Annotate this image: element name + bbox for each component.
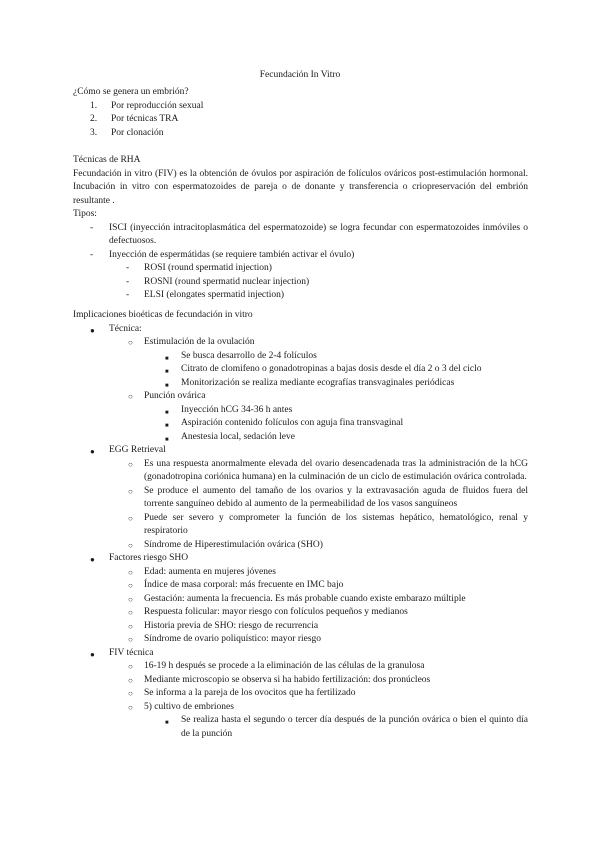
rha-heading: Técnicas de RHA: [73, 155, 141, 165]
bullet-circle-icon: ○: [128, 594, 133, 604]
bullet-circle-icon: ○: [128, 338, 133, 347]
list-item: [73, 701, 528, 715]
list-text: Monitorización se realiza mediante ecografías transvaginales periódicas: [181, 377, 455, 388]
list-item: [73, 714, 528, 741]
list-text: Aspiración contenido folículos con aguja fina transvaginal: [181, 418, 404, 428]
list-item: [73, 113, 528, 127]
embryo-question: ¿Cómo se genera un embrión?: [73, 87, 189, 97]
fiv-definition: Fecundación in vitro (FIV) es la obtención de óvulos por aspiración de folículos ováricos post-estimulación hormonal. Incubación in vitro con espermatozoides de pareja o de donante y transferencia o criopreservación del embrión resultante .: [73, 168, 528, 206]
bullet-square-icon: ■: [165, 382, 169, 389]
bullet-circle-icon: ○: [128, 567, 133, 577]
list-item: [73, 687, 528, 701]
bullet-disc-icon: ●: [90, 555, 95, 564]
list-item: [73, 417, 528, 431]
embryo-section: [73, 86, 528, 140]
dash-marker: -: [126, 290, 130, 300]
outline-label: Factores riesgo SHO: [109, 553, 189, 563]
dash-marker: -: [90, 249, 94, 260]
list-text: Respuesta folicular: mayor riesgo con folículos pequeños y medianos: [144, 607, 408, 617]
list-text: Síndrome de ovario poliquístico: mayor riesgo: [144, 634, 322, 644]
bullet-disc-icon: ●: [90, 447, 95, 456]
outline-label: Punción ovárica: [144, 391, 206, 401]
list-item: [73, 404, 528, 418]
list-text: Inyección hCG 34-36 h antes: [181, 404, 293, 415]
list-item: [73, 431, 528, 445]
bullet-square-icon: ■: [165, 423, 169, 429]
bullet-circle-icon: ○: [128, 662, 133, 671]
list-text: Se produce el aumento del tamaño de los ovarios y la extravasación aguda de fluidos fuera del torrente sanguíneo debido al aumento de la permeabilidad de los vasos sanguíneos: [144, 485, 528, 509]
list-text: Por clonación: [111, 127, 164, 138]
list-text: Inyección de espermátidas (se requiere también activar el óvulo): [109, 249, 355, 260]
outline-item-fiv-tecnica: [73, 647, 528, 661]
list-text: ELSI (elongates spermatid injection): [144, 290, 285, 300]
list-text: ISCI (inyección intracitoplasmática del espermatozoide) se logra fecundar con espermatozoides inmóviles o defectuosos.: [109, 222, 528, 246]
list-item: [73, 289, 528, 303]
bullet-square-icon: ■: [165, 436, 169, 443]
bullet-square-icon: ■: [165, 720, 169, 726]
outline-label: EGG Retrieval: [109, 445, 166, 455]
list-text: ROSNI (round spermatid nuclear injection): [144, 276, 310, 287]
bullet-circle-icon: ○: [128, 392, 133, 401]
list-item: [73, 127, 528, 141]
list-number: 2.: [90, 114, 98, 124]
list-text: Se busca desarrollo de 2-4 folículos: [181, 350, 317, 361]
list-text: Mediante microscopio se observa si ha habido fertilización: dos pronúcleos: [144, 674, 431, 685]
bullet-circle-icon: ○: [128, 675, 133, 685]
bullet-circle-icon: ○: [128, 513, 133, 523]
bullet-circle-icon: ○: [128, 608, 133, 617]
outline-label: Estimulación de la ovulación: [144, 337, 255, 347]
outline-item-estimulacion: [73, 336, 528, 350]
list-text: Por reproducción sexual: [111, 100, 204, 111]
list-text: Historia previa de SHO: riesgo de recurrencia: [144, 620, 319, 631]
list-item: [73, 593, 528, 607]
bullet-circle-icon: ○: [128, 459, 133, 469]
list-item: [73, 485, 528, 512]
list-item: [73, 539, 528, 553]
outline-item-egg-retrieval: [73, 444, 528, 458]
bullet-disc-icon: ●: [90, 325, 95, 335]
outline-label: Técnica:: [109, 323, 142, 334]
bioethics-heading: Implicaciones bioéticas de fecundación in vitro: [73, 310, 253, 320]
list-text: Índice de masa corporal: más frecuente en IMC bajo: [144, 580, 344, 590]
outline-item-factores-riesgo: [73, 552, 528, 566]
types-list: [73, 222, 528, 263]
spermatid-subtypes-list: [73, 262, 528, 303]
bioethics-outline: [73, 323, 528, 742]
list-item: [73, 100, 528, 114]
list-text: Síndrome de Hiperestimulación ovárica (SHO): [144, 539, 323, 550]
bullet-square-icon: ■: [165, 369, 169, 375]
list-item: [73, 620, 528, 634]
list-text: Se informa a la pareja de los ovocitos que ha fertilizado: [144, 688, 356, 698]
list-item: [73, 276, 528, 290]
list-text: Puede ser severo y comprometer la función de los sistemas hepático, hematológico, renal y respiratorio: [144, 512, 528, 536]
list-number: 3.: [90, 127, 98, 138]
list-item: [73, 222, 528, 249]
list-text: ROSI (round spermatid injection): [144, 263, 272, 273]
bullet-circle-icon: ○: [128, 689, 133, 698]
list-text: Se realiza hasta el segundo o tercer día después de la punción ovárica o bien el quinto día de la punción: [181, 715, 528, 739]
list-item: [73, 633, 528, 647]
list-item: [73, 377, 528, 391]
bioethics-section: [73, 309, 528, 741]
list-item: [73, 606, 528, 620]
dash-marker: -: [126, 263, 130, 273]
bullet-circle-icon: ○: [128, 635, 133, 644]
list-item: [73, 363, 528, 377]
list-text: 5) cultivo de embriones: [144, 701, 234, 712]
list-item: [73, 674, 528, 688]
bullet-circle-icon: ○: [128, 540, 133, 550]
rha-section: [73, 154, 528, 303]
list-text: Es una respuesta anormalmente elevada del ovario desencadenada tras la administración de la hCG (gonadotropina coriónica humana) en la culminación de un ciclo de estimulación ovárica controlada.: [144, 458, 528, 482]
list-item: [73, 566, 528, 580]
bullet-circle-icon: ○: [128, 581, 133, 590]
document-title: Fecundación In Vitro: [259, 70, 341, 80]
outline-item-tecnica: [73, 323, 528, 337]
bullet-circle-icon: ○: [128, 702, 133, 712]
list-text: Citrato de clomifeno o gonadotropinas a bajas dosis desde el día 2 o 3 del ciclo: [181, 364, 482, 374]
bullet-square-icon: ■: [165, 409, 169, 416]
embryo-list: [73, 100, 528, 141]
list-item: [73, 458, 528, 485]
dash-marker: -: [126, 276, 130, 287]
bullet-circle-icon: ○: [128, 621, 133, 631]
bullet-circle-icon: ○: [128, 486, 133, 496]
list-item: [73, 579, 528, 593]
list-text: Edad: aumenta en mujeres jóvenes: [144, 566, 276, 577]
list-item: [73, 262, 528, 276]
list-text: Por técnicas TRA: [111, 114, 179, 124]
outline-item-puncion: [73, 390, 528, 404]
list-text: Anestesia local, sedación leve: [181, 431, 295, 442]
list-text: 16-19 h después se procede a la eliminación de las células de la granulosa: [144, 661, 425, 671]
list-item: [73, 350, 528, 364]
list-text: Gestación: aumenta la frecuencia. Es más probable cuando existe embarazo múltiple: [144, 593, 466, 604]
outline-label: FIV técnica: [109, 647, 154, 658]
list-item: [73, 660, 528, 674]
bullet-square-icon: ■: [165, 355, 169, 362]
list-number: 1.: [90, 100, 98, 111]
list-item: [73, 512, 528, 539]
dash-marker: -: [90, 222, 94, 233]
bullet-disc-icon: ●: [90, 649, 95, 659]
list-item: [73, 249, 528, 263]
types-label: Tipos:: [73, 209, 97, 219]
